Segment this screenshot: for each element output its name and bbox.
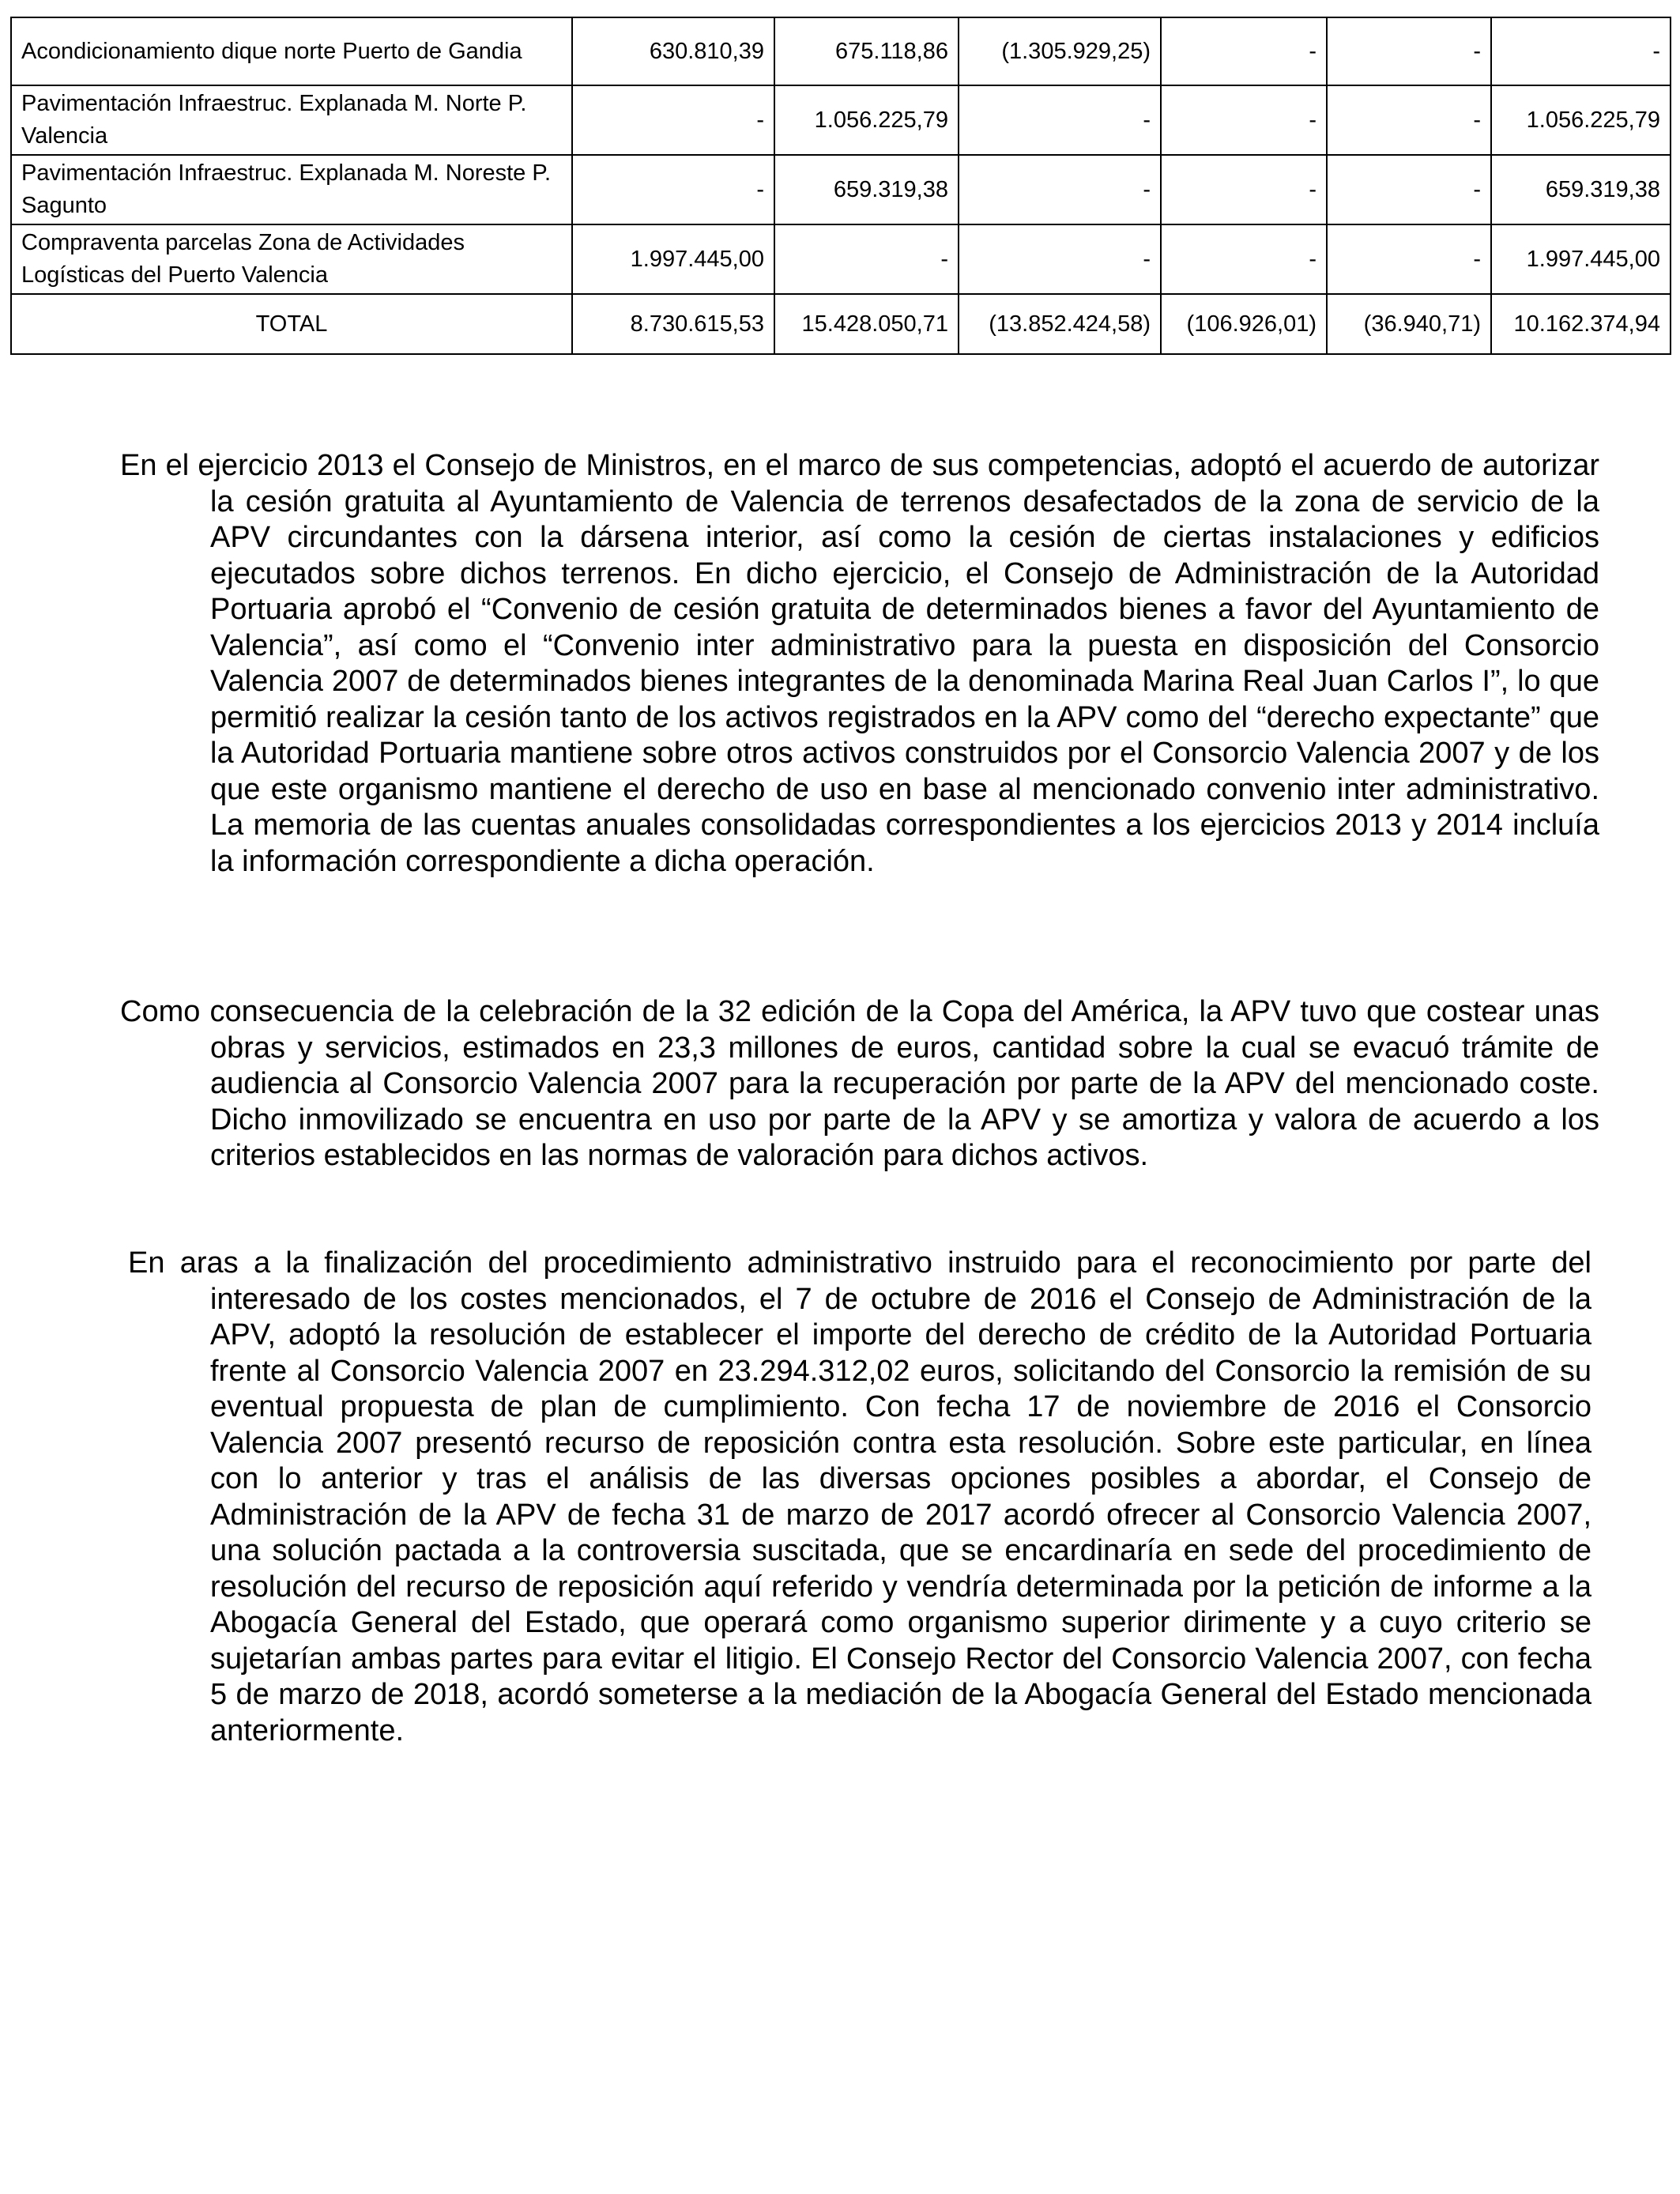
table-row	[11, 85, 1671, 155]
table-cell: -	[774, 224, 959, 294]
table-cell: -	[1161, 17, 1327, 85]
table-cell: 1.997.445,00	[572, 224, 774, 294]
investment-table	[10, 17, 1671, 355]
table-cell: -	[1327, 224, 1491, 294]
paragraph-consejo-ministros-2013: En el ejercicio 2013 el Consejo de Ministros, en el marco de sus competencias, adoptó el acuerdo de autorizar la cesión gratuita al Ayuntamiento de Valencia de terrenos desafectados de la zona de servicio de la APV circundantes con la dársena interior, así como la cesión de ciertas instalaciones y edificios ejecutados sobre dichos terrenos. En dicho ejercicio, el Consejo de Administración de la Autoridad Portuaria aprobó el “Convenio de cesión gratuita de determinados bienes a favor del Ayuntamiento de Valencia”, así como el “Convenio inter administrativo para la puesta en disposición del Consorcio Valencia 2007 de determinados bienes integrantes de la denominada Marina Real Juan Carlos I”, lo que permitió realizar la cesión tanto de los activos registrados en la APV como del “derecho expectante” que la Autoridad Portuaria mantiene sobre otros activos construidos por el Consorcio Valencia 2007 y de los que este organismo mantiene el derecho de uso en base al mencionado convenio inter administrativo. La memoria de las cuentas anuales consolidadas correspondientes a los ejercicios 2013 y 2014 incluía la información correspondiente a dicha operación.	[120, 449, 1599, 878]
table-cell: -	[1161, 155, 1327, 224]
row-description: Acondicionamiento dique norte Puerto de Gandia	[11, 17, 572, 85]
row-description: Compraventa parcelas Zona de Actividades Logísticas del Puerto Valencia	[11, 224, 572, 294]
table-cell: 1.997.445,00	[1491, 224, 1671, 294]
total-cell: 15.428.050,71	[774, 294, 959, 354]
table-cell: 675.118,86	[774, 17, 959, 85]
table-row	[11, 224, 1671, 294]
table-cell: -	[959, 155, 1161, 224]
table-cell: 659.319,38	[1491, 155, 1671, 224]
paragraph-procedimiento-administrativo: En aras a la finalización del procedimiento administrativo instruido para el reconocimiento por parte del interesado de los costes mencionados, el 7 de octubre de 2016 el Consejo de Administración de la APV, adoptó la resolución de establecer el importe del derecho de crédito de la Autoridad Portuaria frente al Consorcio Valencia 2007 en 23.294.312,02 euros, solicitando del Consorcio la remisión de su eventual propuesta de plan de cumplimiento. Con fecha 17 de noviembre de 2016 el Consorcio Valencia 2007 presentó recurso de reposición contra esta resolución. Sobre este particular, en línea con lo anterior y tras el análisis de las diversas opciones posibles a abordar, el Consejo de Administración de la APV de fecha 31 de marzo de 2017 acordó ofrecer al Consorcio Valencia 2007, una solución pactada a la controversia suscitada, que se encardinaría en sede del procedimiento de resolución del recurso de reposición aquí referido y vendría determinada por la petición de informe a la Abogacía General del Estado, que operará como organismo superior dirimente y a cuyo criterio se sujetarían ambas partes para evitar el litigio. El Consejo Rector del Consorcio Valencia 2007, con fecha 5 de marzo de 2018, acordó someterse a la mediación de la Abogacía General del Estado mencionada anteriormente.	[128, 1246, 1591, 1747]
row-description: Pavimentación Infraestruc. Explanada M. Noreste P. Sagunto	[11, 155, 572, 224]
total-label: TOTAL	[11, 294, 572, 354]
total-row	[11, 294, 1671, 354]
paragraph-copa-america: Como consecuencia de la celebración de la 32 edición de la Copa del América, la APV tuvo que costear unas obras y servicios, estimados en 23,3 millones de euros, cantidad sobre la cual se evacuó trámite de audiencia al Consorcio Valencia 2007 para la recuperación por parte de la APV del mencionado coste. Dicho inmovilizado se encuentra en uso por parte de la APV y se amortiza y valora de acuerdo a los criterios establecidos en las normas de valoración para dichos activos.	[120, 995, 1599, 1172]
table-cell: 1.056.225,79	[1491, 85, 1671, 155]
total-cell: 8.730.615,53	[572, 294, 774, 354]
table-cell: -	[1491, 17, 1671, 85]
row-description: Pavimentación Infraestruc. Explanada M. Norte P. Valencia	[11, 85, 572, 155]
table-row	[11, 17, 1671, 85]
table-cell: -	[1161, 224, 1327, 294]
table-row	[11, 155, 1671, 224]
table-cell: 1.056.225,79	[774, 85, 959, 155]
table-cell: -	[572, 155, 774, 224]
table-cell: -	[959, 85, 1161, 155]
total-cell: (13.852.424,58)	[959, 294, 1161, 354]
table-cell: -	[572, 85, 774, 155]
total-cell: (36.940,71)	[1327, 294, 1491, 354]
table-cell: 659.319,38	[774, 155, 959, 224]
total-cell: 10.162.374,94	[1491, 294, 1671, 354]
table-cell: -	[1327, 85, 1491, 155]
table-cell: -	[959, 224, 1161, 294]
table-cell: -	[1327, 17, 1491, 85]
table-cell: 630.810,39	[572, 17, 774, 85]
table-cell: -	[1327, 155, 1491, 224]
total-cell: (106.926,01)	[1161, 294, 1327, 354]
table-cell: (1.305.929,25)	[959, 17, 1161, 85]
table-cell: -	[1161, 85, 1327, 155]
